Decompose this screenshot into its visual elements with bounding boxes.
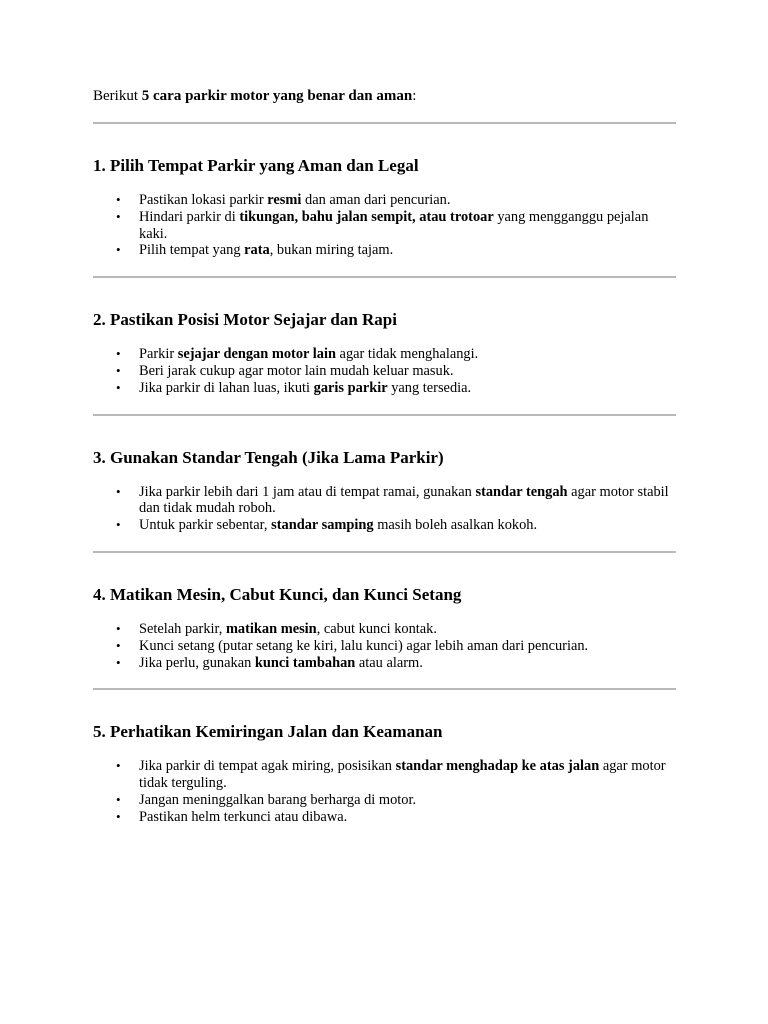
text-run: , bukan miring tajam. — [269, 242, 394, 259]
list-item — [139, 517, 676, 534]
section-4 — [93, 553, 676, 671]
text-run: Pastikan helm terkunci atau dibawa. — [139, 808, 348, 825]
bold-text: tikungan, bahu jalan sempit, atau trotoar — [239, 208, 494, 225]
text-run: Jika parkir di lahan luas, ikuti — [139, 379, 314, 396]
list-item — [139, 792, 676, 809]
text-run: Pilih tempat yang — [139, 242, 245, 259]
text-run: masih boleh asalkan kokoh. — [373, 517, 538, 534]
bullet-list — [93, 484, 676, 534]
text-run: Untuk parkir sebentar, — [139, 517, 272, 534]
section-heading: 2. Pastikan Posisi Motor Sejajar dan Rapi — [93, 310, 397, 330]
section-heading: 4. Matikan Mesin, Cabut Kunci, dan Kunci Setang — [93, 584, 462, 604]
bold-text: sejajar dengan motor lain — [177, 346, 336, 363]
bold-text: kunci tambahan — [254, 654, 356, 671]
text-run: dan aman dari pencurian. — [301, 192, 451, 208]
text-run: Parkir — [139, 346, 178, 363]
text-run: Pastikan lokasi parkir — [139, 192, 268, 208]
section-heading: 1. Pilih Tempat Parkir yang Aman dan Legal — [93, 156, 419, 175]
section-5 — [93, 690, 676, 825]
text-run: Kunci setang (putar setang ke kiri, lalu kunci) agar lebih aman dari pencurian. — [139, 637, 589, 654]
list-item — [139, 484, 676, 518]
bullet-list — [93, 346, 676, 396]
list-item — [139, 363, 676, 380]
document-content — [93, 86, 676, 826]
list-item — [139, 655, 676, 672]
bold-text: resmi — [267, 192, 302, 208]
list-item — [139, 809, 676, 826]
list-item — [139, 380, 676, 397]
intro-suffix: : — [412, 88, 417, 104]
bold-text: standar samping — [271, 517, 374, 534]
section-heading: 3. Gunakan Standar Tengah (Jika Lama Parkir) — [93, 447, 444, 467]
section-heading: 5. Perhatikan Kemiringan Jalan dan Keamanan — [93, 722, 443, 742]
text-run: Beri jarak cukup agar motor lain mudah keluar masuk. — [139, 362, 454, 379]
text-run: Jika parkir di tempat agak miring, posisikan — [139, 758, 396, 775]
list-item — [139, 758, 676, 792]
text-run: , cabut kunci kontak. — [316, 620, 437, 637]
list-item — [139, 192, 676, 209]
bold-text: garis parkir — [313, 379, 388, 396]
text-run: Setelah parkir, — [139, 620, 226, 637]
text-run: Jika parkir lebih dari 1 jam atau di tempat ramai, gunakan — [139, 483, 476, 500]
bullet-list — [93, 621, 676, 671]
text-run: agar tidak menghalangi. — [335, 346, 479, 363]
bold-text: standar menghadap ke atas jalan — [395, 758, 600, 775]
text-run: Hindari parkir di — [139, 208, 240, 225]
bullet-list — [93, 758, 676, 825]
intro-bold: 5 cara parkir motor yang benar dan aman — [141, 88, 413, 104]
section-2 — [93, 278, 676, 396]
list-item — [139, 209, 676, 243]
bold-text: matikan mesin — [225, 620, 317, 637]
intro-prefix: Berikut — [93, 88, 142, 104]
bold-text: rata — [244, 242, 270, 259]
text-run: Jika perlu, gunakan — [139, 654, 255, 671]
bullet-list — [93, 192, 676, 259]
bold-text: standar tengah — [475, 483, 568, 500]
text-run: atau alarm. — [355, 654, 423, 671]
list-item — [139, 621, 676, 638]
intro-paragraph — [93, 86, 676, 106]
list-item — [139, 242, 676, 259]
list-item — [139, 346, 676, 363]
text-run: agar motor tidak terguling. — [139, 758, 666, 792]
section-1 — [93, 124, 676, 259]
text-run: yang tersedia. — [387, 379, 472, 396]
section-3 — [93, 416, 676, 534]
text-run: Jangan meninggalkan barang berharga di motor. — [139, 791, 417, 808]
text-run: yang mengganggu pejalan kaki. — [139, 208, 649, 242]
text-run: agar motor stabil dan tidak mudah roboh. — [139, 483, 669, 517]
list-item — [139, 638, 676, 655]
